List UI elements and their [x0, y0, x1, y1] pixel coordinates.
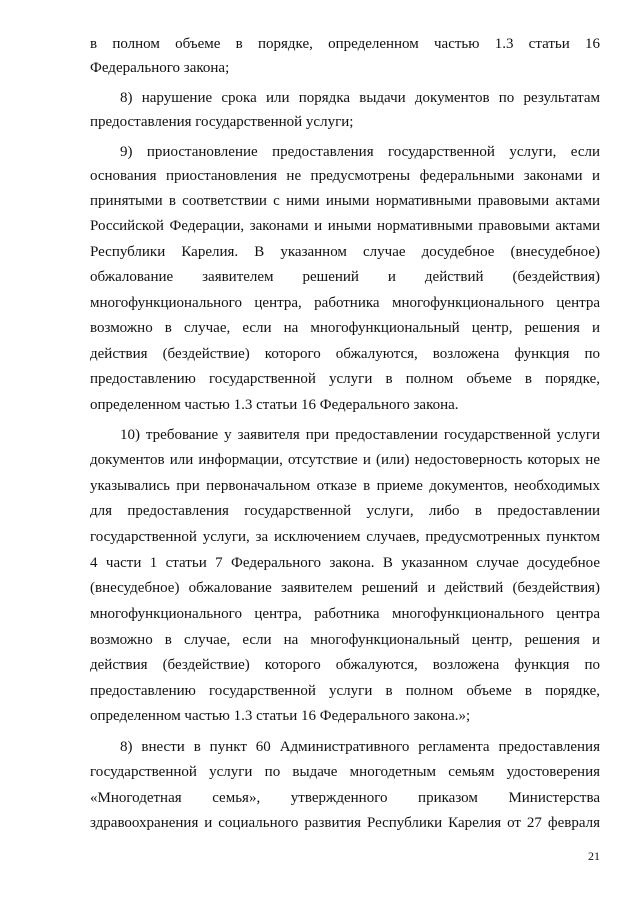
page-number: 21: [588, 849, 600, 863]
text-line-30: «Многодетная семья», утвержденного приказом Министерства: [90, 790, 600, 806]
text-line-28: 8) внести в пункт 60 Административного регламента предоставления: [120, 739, 600, 755]
text-line-4: предоставления государственной услуги;: [90, 114, 354, 130]
text-line-18: указывались при первоначальном отказе в приеме документов, необходимых: [90, 478, 600, 494]
text-line-6: основания приостановления не предусмотрены федеральными законами и: [90, 168, 600, 184]
text-line-9: Республики Карелия. В указанном случае досудебное (внесудебное): [90, 244, 600, 260]
text-line-21: 4 части 1 статьи 7 Федерального закона. В указанном случае досудебное: [90, 555, 600, 571]
text-line-3: 8) нарушение срока или порядка выдачи документов по результатам: [120, 90, 600, 106]
text-line-25: действия (бездействие) которого обжалуются, возложена функция по: [90, 657, 600, 673]
text-line-22: (внесудебное) обжалование заявителем решений и действий (бездействия): [90, 580, 600, 596]
text-line-14: предоставлению государственной услуги в полном объеме в порядке,: [90, 371, 600, 387]
text-line-2: Федерального закона;: [90, 60, 230, 76]
text-line-1: в полном объеме в порядке, определенном частью 1.3 статьи 16: [90, 36, 600, 52]
text-line-10: обжалование заявителем решений и действий (бездействия): [90, 269, 600, 285]
text-line-15: определенном частью 1.3 статьи 16 Федерального закона.: [90, 397, 459, 413]
text-line-11: многофункционального центра, работника многофункционального центра: [90, 295, 600, 311]
text-line-13: действия (бездействие) которого обжалуются, возложена функция по: [90, 346, 600, 362]
text-line-29: государственной услуги по выдаче многодетным семьям удостоверения: [90, 764, 600, 780]
text-line-16: 10) требование у заявителя при предоставлении государственной услуги: [120, 427, 600, 443]
text-line-5: 9) приостановление предоставления государственной услуги, если: [120, 144, 600, 160]
text-line-17: документов или информации, отсутствие и (или) недостоверность которых не: [90, 452, 600, 468]
text-line-8: Российской Федерации, законами и иными нормативными правовыми актами: [90, 218, 600, 234]
text-line-20: государственной услуги, за исключением случаев, предусмотренных пунктом: [90, 529, 600, 545]
text-line-27: определенном частью 1.3 статьи 16 Федерального закона.»;: [90, 708, 471, 724]
text-line-7: принятыми в соответствии с ними иными нормативными правовыми актами: [90, 193, 600, 209]
text-line-23: многофункционального центра, работника многофункционального центра: [90, 606, 600, 622]
text-line-24: возможно в случае, если на многофункциональный центр, решения и: [90, 632, 600, 648]
text-line-31: здравоохранения и социального развития Республики Карелия от 27 февраля: [90, 815, 600, 831]
text-line-19: для предоставления государственной услуги, либо в предоставлении: [90, 503, 600, 519]
text-line-26: предоставлению государственной услуги в полном объеме в порядке,: [90, 683, 600, 699]
text-line-12: возможно в случае, если на многофункциональный центр, решения и: [90, 320, 600, 336]
